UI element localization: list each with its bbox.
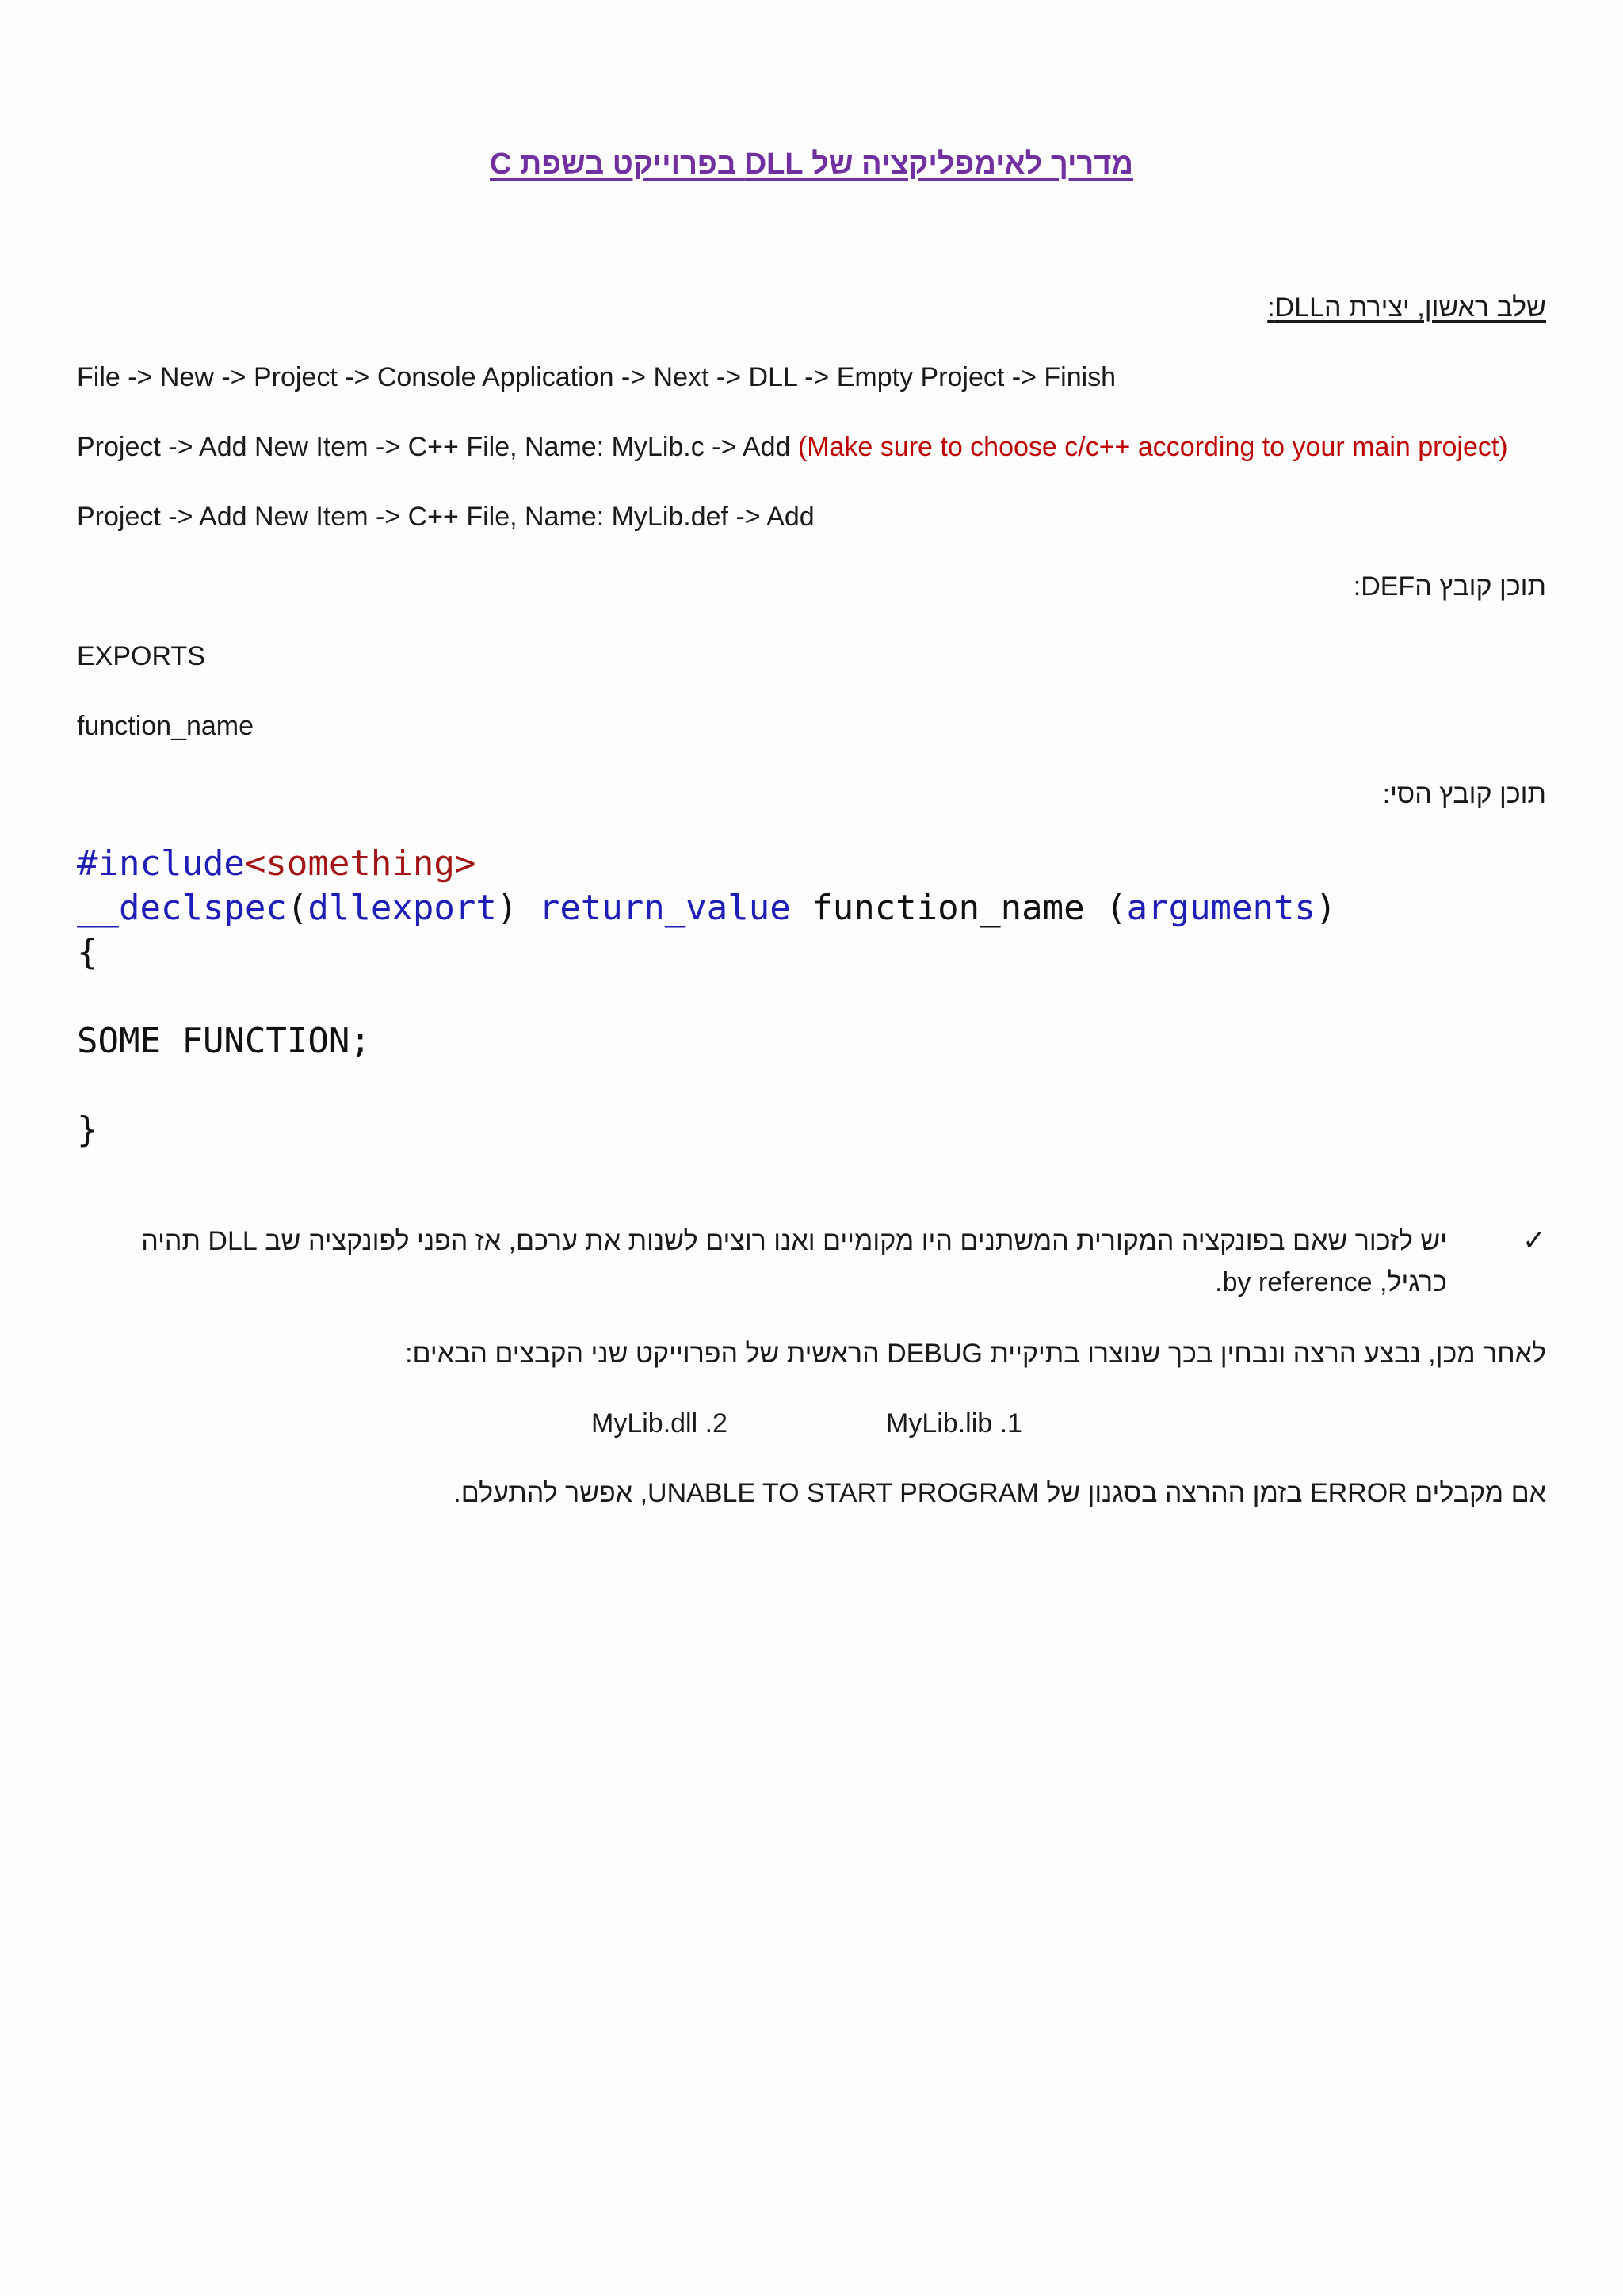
def-line-exports: EXPORTS bbox=[77, 641, 205, 671]
code-brace-close: } bbox=[77, 1110, 98, 1150]
file-item-2: MyLib.dll .2 bbox=[591, 1408, 727, 1438]
code-paren-open: ( bbox=[286, 888, 308, 928]
step-line-2-text: Project -> Add New Item -> C++ File, Name: MyLib.c -> Add bbox=[77, 432, 791, 462]
code-declaration-line bbox=[77, 886, 1337, 930]
step-line-1: File -> New -> Project -> Console Application -> Next -> DLL -> Empty Project -> Finish bbox=[77, 362, 1117, 392]
code-include-arg: <something> bbox=[244, 843, 476, 884]
code-include-line bbox=[77, 842, 475, 886]
file-item-1: MyLib.lib .1 bbox=[886, 1408, 1022, 1438]
code-body: SOME FUNCTION; bbox=[77, 1021, 371, 1061]
bullet-text-line-1: יש לזכור שאם בפונקציה המקורית המשתנים היו מקומיים ואנו רוצים לשנות את ערכם, אז הפני לפונקציה שב DLL תהיה bbox=[141, 1226, 1447, 1256]
c-file-heading: תוכן קובץ הסי: bbox=[1382, 779, 1546, 809]
code-arguments: arguments bbox=[1126, 888, 1316, 928]
bullet-text bbox=[72, 1221, 1447, 1303]
step-line-3: Project -> Add New Item -> C++ File, Name: MyLib.def -> Add bbox=[77, 502, 815, 532]
page-title: מדריך לאימפליקציה של DLL בפרוייקט בשפת C bbox=[489, 147, 1134, 181]
code-dllexport: dllexport bbox=[307, 888, 497, 928]
bullet-text-line-2: כרגיל, by reference. bbox=[1215, 1267, 1447, 1297]
code-include-keyword: #include bbox=[77, 843, 245, 884]
code-paren-close: ) bbox=[496, 888, 518, 928]
step-line-2 bbox=[77, 430, 1508, 464]
def-heading: תוכן קובץ הDEF: bbox=[1353, 571, 1546, 602]
check-icon: ✓ bbox=[1522, 1224, 1546, 1257]
after-text: לאחר מכן, נבצע הרצה ונבחין בכך שנוצרו בתיקיית DEBUG הראשית של הפרוייקט שני הקבצים הבאים: bbox=[405, 1339, 1546, 1369]
code-brace-open: { bbox=[77, 932, 98, 972]
code-return-value: return_value bbox=[538, 888, 791, 928]
step-line-2-note: (Make sure to choose c/c++ according to your main project) bbox=[797, 432, 1508, 462]
error-text: אם מקבלים ERROR בזמן ההרצה בסגנון של UNABLE TO START PROGRAM, אפשר להתעלם. bbox=[453, 1478, 1546, 1508]
def-line-function-name: function_name bbox=[77, 711, 254, 741]
code-args-open: ( bbox=[1106, 888, 1127, 928]
bullet-item bbox=[72, 1221, 1546, 1303]
code-function-name: function_name bbox=[812, 888, 1085, 928]
code-args-close: ) bbox=[1316, 888, 1337, 928]
code-declspec: __declspec bbox=[77, 888, 287, 928]
step1-heading: שלב ראשון, יצירת הDLL: bbox=[1267, 292, 1546, 323]
